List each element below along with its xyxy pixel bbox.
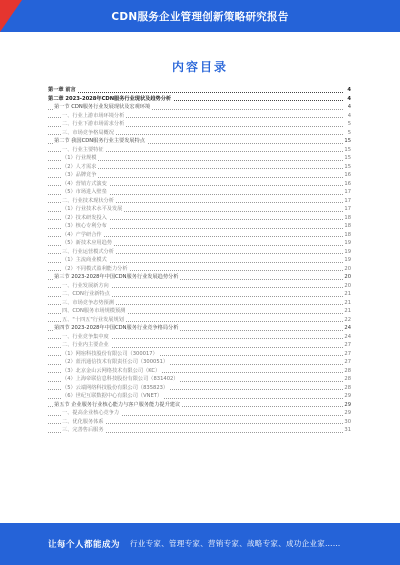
report-title: CDN服务企业管理创新策略研究报告 — [111, 11, 289, 23]
toc-entry-title: 二、行业下游市场需求分析 — [62, 121, 125, 127]
toc-entry[interactable] — [48, 273, 351, 282]
toc-entry[interactable] — [48, 401, 351, 410]
toc-entry[interactable] — [48, 112, 351, 121]
toc-entry-title: 一、行业发展新方向 — [62, 282, 109, 289]
toc-entry[interactable] — [48, 350, 351, 359]
toc-entry[interactable] — [48, 307, 351, 316]
footer-tags: 行业专家、管理专家、营销专家、战略专家、成功企业家…… — [130, 539, 341, 548]
toc-entry-title: 第五节 企业服务行业核心能力与客户服务能力提升建议 — [54, 401, 181, 408]
toc-entry-title: 第四节 2023-2028年中国CDN服务行业竞争格局分析 — [54, 325, 179, 331]
toc-entry-page: 20 — [344, 282, 351, 289]
toc-entry-page: 5 — [347, 121, 351, 127]
toc-entry-page: 24 — [344, 333, 351, 340]
toc-entry-title: 四、CDN服务市场规模预测 — [62, 308, 126, 314]
toc-entry-page: 15 — [344, 146, 351, 153]
toc-heading: 内容目录 — [171, 60, 228, 74]
toc-entry-page: 31 — [344, 427, 351, 433]
toc-entry-page: 17 — [344, 189, 351, 195]
toc-entry[interactable] — [48, 239, 351, 248]
toc-entry[interactable] — [48, 316, 351, 325]
toc-entry-title: （3）品牌竞争 — [62, 172, 97, 178]
toc-entry-page: 19 — [344, 240, 351, 246]
toc-entry[interactable] — [48, 154, 351, 163]
toc-entry-page: 30 — [344, 418, 351, 425]
toc-entry[interactable] — [48, 231, 351, 240]
toc-leader-dots — [48, 92, 343, 93]
table-of-contents — [48, 86, 351, 435]
toc-entry-title: （3）北京金山云网络技术有限公司（KC） — [62, 367, 161, 374]
toc-entry[interactable] — [48, 426, 351, 435]
toc-entry-page: 20 — [344, 274, 351, 280]
toc-entry-title: 第一章 前言 — [48, 87, 76, 93]
toc-entry[interactable] — [48, 418, 351, 427]
toc-entry[interactable] — [48, 214, 351, 223]
toc-entry[interactable] — [48, 299, 351, 308]
toc-entry[interactable] — [48, 171, 351, 180]
toc-entry-page: 28 — [344, 376, 351, 382]
toc-entry-title: 二、优化服务体系 — [62, 418, 104, 425]
toc-entry-title: 第二章 2023-2028年CDN服务行业现状及趋势分析 — [48, 95, 172, 102]
toc-entry-title: 三、市场竞争格局概况 — [62, 129, 114, 136]
toc-entry[interactable] — [48, 256, 351, 265]
toc-entry[interactable] — [48, 384, 351, 393]
toc-entry-page: 19 — [344, 248, 351, 255]
toc-entry-page: 27 — [344, 359, 351, 365]
toc-entry-title: （3）核心专利分布 — [62, 223, 107, 229]
toc-entry[interactable] — [48, 180, 351, 189]
toc-entry-page: 4 — [347, 95, 351, 102]
toc-entry-page: 15 — [344, 163, 351, 170]
toc-entry-page: 16 — [344, 172, 351, 178]
toc-entry[interactable] — [48, 341, 351, 350]
toc-entry-title: （2）蓝汛通信技术有限责任公司（300051） — [62, 359, 169, 365]
toc-entry-title: （6）世纪互联数据中心有限公司（VNET） — [62, 393, 163, 399]
toc-entry-page: 19 — [344, 257, 351, 263]
toc-entry-title: 一、行业主要特征 — [62, 146, 104, 153]
toc-entry[interactable] — [48, 137, 351, 146]
toc-entry-page: 27 — [344, 350, 351, 357]
toc-entry-page: 17 — [344, 197, 351, 204]
toc-entry-page: 21 — [344, 308, 351, 314]
toc-entry-title: 三、行业运营模式分析 — [62, 248, 114, 255]
toc-entry[interactable] — [48, 86, 351, 95]
toc-entry-page: 16 — [344, 180, 351, 187]
toc-entry[interactable] — [48, 163, 351, 172]
toc-entry-title: 二、CDN行业新特点 — [62, 291, 110, 297]
toc-entry[interactable] — [48, 103, 351, 112]
toc-entry-page: 5 — [347, 129, 351, 136]
toc-entry-title: 第三节 2023-2028年中国CDN服务行业发展趋势分析 — [54, 274, 179, 280]
header-bar — [0, 0, 400, 32]
toc-entry-page: 18 — [344, 214, 351, 221]
toc-entry-title: （1）主流商业模式 — [62, 257, 107, 263]
toc-entry-title: （4）上海帝联信息科技股份有限公司（831402） — [62, 376, 179, 382]
toc-entry-page: 18 — [344, 231, 351, 238]
toc-entry-title: （1）行业技术水平及发展 — [62, 206, 123, 212]
toc-entry-page: 4 — [347, 112, 351, 119]
toc-entry-page: 17 — [344, 206, 351, 212]
toc-entry-page: 4 — [347, 104, 351, 110]
toc-entry-page: 21 — [344, 299, 351, 306]
toc-entry[interactable] — [48, 333, 351, 342]
footer-slogan: 让每个人都能成为 — [48, 540, 121, 550]
toc-entry-title: 二、行业内主要企业 — [62, 342, 109, 348]
toc-entry-title: 二、行业技术现状分析 — [62, 197, 114, 204]
toc-entry-title: 第二节 我国CDN服务行业主要发展特点 — [54, 138, 145, 144]
toc-entry-title: 三、完善售后服务 — [62, 427, 104, 433]
toc-entry[interactable] — [48, 248, 351, 257]
toc-entry-page: 29 — [344, 401, 351, 408]
toc-entry[interactable] — [48, 367, 351, 376]
toc-entry-page: 29 — [344, 393, 351, 399]
toc-entry-title: （2）不同模式盈利能力分析 — [62, 265, 128, 272]
toc-entry[interactable] — [48, 129, 351, 138]
toc-entry-page: 15 — [344, 155, 351, 161]
toc-entry[interactable] — [48, 324, 351, 333]
toc-entry-title: 五、"十四五"行业发展规划 — [62, 316, 124, 323]
toc-entry-title: 一、行业竞争集中度 — [62, 333, 109, 340]
toc-entry[interactable] — [48, 120, 351, 129]
toc-entry-title: （4）营销方式演变 — [62, 180, 107, 187]
toc-entry-title: （4）产学研合作 — [62, 231, 102, 238]
toc-entry[interactable] — [48, 197, 351, 206]
toc-entry-title: （5）市场进入壁垒 — [62, 189, 107, 195]
toc-entry-page: 21 — [344, 291, 351, 297]
toc-entry-title: 一、行业上游市场环境分析 — [62, 112, 125, 119]
toc-entry-page: 15 — [344, 138, 351, 144]
toc-entry[interactable] — [48, 188, 351, 197]
toc-entry-title: 第一节 CDN服务行业发展现状及宏观环境 — [54, 104, 151, 110]
toc-entry-page: 4 — [347, 87, 351, 93]
toc-entry[interactable] — [48, 409, 351, 418]
toc-entry[interactable] — [48, 205, 351, 214]
toc-entry-title: 一、提高企业核心竞争力 — [62, 410, 120, 416]
toc-entry[interactable] — [48, 392, 351, 401]
footer-bar — [0, 523, 400, 565]
toc-entry-title: （2）技术研发投入 — [62, 214, 107, 221]
toc-entry[interactable] — [48, 375, 351, 384]
toc-entry[interactable] — [48, 358, 351, 367]
toc-entry-page: 22 — [344, 316, 351, 323]
toc-entry-title: （2）人才需求 — [62, 163, 97, 170]
toc-entry[interactable] — [48, 290, 351, 299]
toc-entry-page: 29 — [344, 410, 351, 416]
toc-entry-page: 27 — [344, 342, 351, 348]
toc-entry[interactable] — [48, 222, 351, 231]
toc-entry-title: （5）新技术应用趋势 — [62, 240, 112, 246]
toc-entry[interactable] — [48, 146, 351, 155]
toc-entry-page: 24 — [344, 325, 351, 331]
toc-entry[interactable] — [48, 282, 351, 291]
toc-entry-page: 18 — [344, 223, 351, 229]
toc-entry-title: 三、市场竞争态势预测 — [62, 299, 114, 306]
toc-entry-title: （1）网宿科技股份有限公司（300017） — [62, 350, 158, 357]
toc-entry-title: （5）云端网络科技股份有限公司（835823） — [62, 384, 169, 391]
toc-entry[interactable] — [48, 265, 351, 274]
toc-entry-page: 28 — [344, 384, 351, 391]
toc-entry[interactable] — [48, 95, 351, 104]
toc-entry-title: （1）行业规模 — [62, 155, 97, 161]
toc-entry-page: 20 — [344, 265, 351, 272]
toc-entry-page: 28 — [344, 367, 351, 374]
